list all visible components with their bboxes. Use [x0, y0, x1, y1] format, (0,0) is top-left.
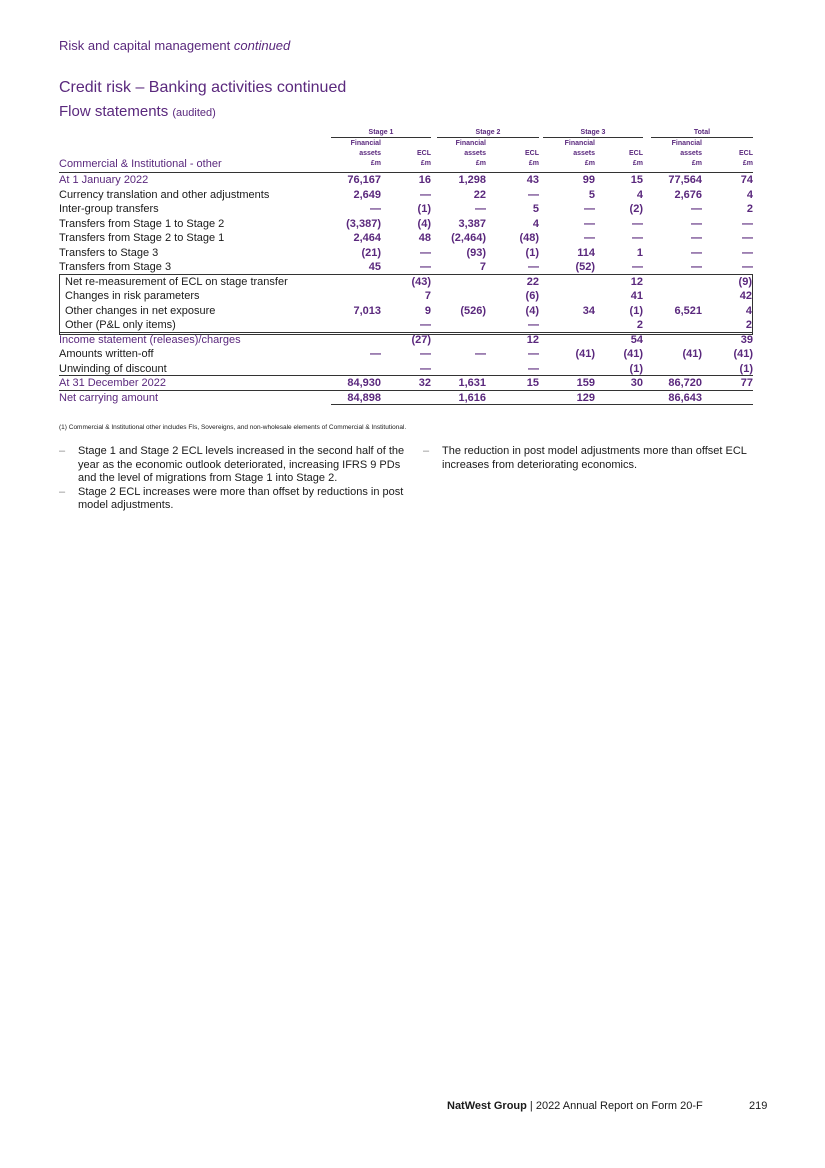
table-cell: 12 — [526, 333, 539, 346]
row-label: Other changes in net exposure — [65, 304, 216, 317]
table-cell: — — [632, 217, 643, 230]
table-cell: (93) — [466, 246, 486, 259]
row-label: Amounts written-off — [59, 348, 154, 360]
table-row — [59, 333, 753, 348]
table-cell: — — [632, 261, 643, 273]
table-cell: (41) — [682, 348, 702, 360]
section-suffix: continued — [233, 38, 291, 53]
table-cell: — — [420, 319, 431, 331]
table-cell: (43) — [411, 275, 431, 288]
table-cell: 30 — [630, 377, 643, 389]
row-label: Unwinding of discount — [59, 362, 167, 375]
bullet-text: The reduction in post model adjustments more than offset ECL increases from deteriorating economics. — [442, 445, 747, 471]
page-footer — [447, 1100, 703, 1112]
table-row — [59, 362, 753, 377]
table-cell: 84,930 — [347, 377, 381, 389]
row-label: Transfers from Stage 2 to Stage 1 — [59, 232, 225, 244]
table-cell: (4) — [417, 217, 431, 230]
row-label: Changes in risk parameters — [65, 290, 200, 302]
table-row — [59, 376, 753, 391]
table-cell: — — [691, 203, 702, 215]
rule-line — [59, 390, 753, 391]
ecl-header: £m — [632, 160, 643, 167]
table-cell: (4) — [525, 304, 539, 317]
table-cell: 48 — [418, 232, 431, 244]
bullet-dash: – — [423, 445, 430, 457]
row-label: Income statement (releases)/charges — [59, 333, 241, 346]
stage-header: Stage 3 — [543, 128, 643, 138]
ecl-header: £m — [528, 160, 539, 167]
table-cell: 32 — [418, 377, 431, 389]
row-label: Inter-group transfers — [59, 203, 159, 215]
table-cell: — — [420, 188, 431, 201]
bullet-point — [59, 486, 405, 513]
bullet-text: Stage 1 and Stage 2 ECL levels increased in the second half of the year as the economic outlook deteriorated, increasing IFRS 9 PDs and the level of migrations from Stage 1 into Stage 2. — [78, 445, 405, 485]
table-row — [59, 202, 753, 217]
table-cell: 2,676 — [674, 188, 702, 201]
table-cell: — — [528, 362, 539, 375]
financial-assets-header: assets — [359, 150, 381, 157]
table-cell: 3,387 — [458, 217, 486, 230]
table-cell: 4 — [746, 188, 753, 201]
table-cell: — — [742, 261, 753, 273]
table-cell: — — [528, 188, 539, 201]
table-cell: 39 — [740, 333, 753, 346]
page-number: 219 — [749, 1100, 768, 1112]
financial-assets-header: Financial — [455, 140, 486, 147]
table-cell: 7 — [479, 261, 486, 273]
ecl-header: £m — [420, 160, 431, 167]
table-cell: 129 — [576, 391, 595, 404]
ecl-header: £m — [742, 160, 753, 167]
table-cell: — — [528, 319, 539, 331]
table-cell: — — [742, 232, 753, 244]
table-cell: 86,643 — [668, 391, 702, 404]
table-cell: 7 — [424, 290, 431, 302]
table-row — [59, 188, 753, 203]
bullet-point — [59, 445, 405, 486]
stage-header: Total — [651, 128, 753, 138]
table-cell: 5 — [532, 203, 539, 215]
table-cell: 5 — [588, 188, 595, 201]
table-cell: (27) — [411, 333, 431, 346]
footer-text: | 2022 Annual Report on Form 20-F — [526, 1100, 703, 1112]
table-cell: — — [475, 203, 486, 215]
table-cell: (41) — [733, 348, 753, 360]
table-cell: — — [370, 348, 381, 360]
table-cell: (1) — [629, 304, 643, 317]
section-header — [59, 38, 290, 53]
table-row — [59, 260, 753, 275]
table-cell: — — [420, 246, 431, 259]
row-label: Transfers from Stage 1 to Stage 2 — [59, 217, 225, 230]
table-cell: 76,167 — [347, 174, 381, 186]
table-cell: 4 — [636, 188, 643, 201]
rule-line — [59, 375, 753, 376]
ecl-header: ECL — [629, 150, 643, 157]
table-cell: (2,464) — [451, 232, 486, 244]
table-cell: 1,616 — [458, 391, 486, 404]
table-cell: 42 — [739, 290, 752, 302]
table-cell: 12 — [630, 275, 643, 288]
commentary-right — [423, 445, 758, 472]
row-label: Net re-measurement of ECL on stage transfer — [65, 275, 288, 288]
row-label: Net carrying amount — [59, 391, 159, 404]
table-cell: 4 — [532, 217, 539, 230]
table-row — [59, 173, 753, 188]
table-row — [59, 347, 753, 362]
table-row — [59, 217, 753, 232]
table-cell: 2 — [745, 319, 752, 331]
table-cell: — — [691, 261, 702, 273]
table-cell: 6,521 — [674, 304, 702, 317]
table-cell: — — [420, 348, 431, 360]
table-cell: (6) — [525, 290, 539, 302]
table-cell: (1) — [739, 362, 753, 375]
page-subtitle — [59, 103, 216, 120]
table-cell: 22 — [526, 275, 539, 288]
table-cell: (41) — [623, 348, 643, 360]
table-cell: — — [420, 362, 431, 375]
table-cell: 4 — [745, 304, 752, 317]
table-cell: 159 — [576, 377, 595, 389]
table-cell: 74 — [740, 174, 753, 186]
table-cell: 45 — [368, 261, 381, 273]
table-cell: 43 — [526, 174, 539, 186]
financial-assets-header: £m — [691, 160, 702, 167]
table-cell: 1 — [636, 246, 643, 259]
table-cell: 77,564 — [668, 174, 702, 186]
financial-assets-header: assets — [464, 150, 486, 157]
row-label: Transfers to Stage 3 — [59, 246, 159, 259]
financial-assets-header: Financial — [671, 140, 702, 147]
table-cell: (526) — [460, 304, 486, 317]
bullet-point — [423, 445, 758, 472]
ecl-header: ECL — [417, 150, 431, 157]
table-cell: (1) — [629, 362, 643, 375]
table-cell: (21) — [361, 246, 381, 259]
table-cell: — — [691, 217, 702, 230]
table-cell: — — [632, 232, 643, 244]
table-cell: — — [691, 246, 702, 259]
table-cell: 86,720 — [668, 377, 702, 389]
section-name: Risk and capital management — [59, 38, 231, 53]
table-cell: — — [584, 203, 595, 215]
table-cell: — — [742, 217, 753, 230]
table-cell: 2,649 — [353, 188, 381, 201]
table-cell: 2 — [636, 319, 643, 331]
table-cell: 1,298 — [458, 174, 486, 186]
bullet-dash: – — [59, 485, 66, 498]
table-cell: (3,387) — [346, 217, 381, 230]
ecl-header: ECL — [525, 150, 539, 157]
financial-assets-header: Financial — [564, 140, 595, 147]
table-cell: — — [370, 203, 381, 215]
financial-assets-header: assets — [680, 150, 702, 157]
row-label: At 31 December 2022 — [59, 377, 167, 389]
subtitle-text: Flow statements — [59, 103, 169, 120]
table-cell: (41) — [575, 348, 595, 360]
table-row — [59, 246, 753, 261]
table-cell: 9 — [424, 304, 431, 317]
table-cell: 7,013 — [353, 304, 381, 317]
table-cell: — — [528, 348, 539, 360]
table-cell: 34 — [582, 304, 595, 317]
table-cell: (1) — [525, 246, 539, 259]
table-cell: 1,631 — [458, 377, 486, 389]
subtitle-note: (audited) — [172, 107, 216, 119]
table-cell: — — [584, 217, 595, 230]
table-cell: 2 — [746, 203, 753, 215]
financial-assets-header: assets — [573, 150, 595, 157]
table-cell: 15 — [526, 377, 539, 389]
financial-assets-header: Financial — [350, 140, 381, 147]
bullet-text: Stage 2 ECL increases were more than offset by reductions in post model adjustments. — [78, 485, 404, 512]
table-row — [59, 231, 753, 246]
table-cell: 54 — [630, 333, 643, 346]
table-cell: — — [420, 261, 431, 273]
table-cell: — — [584, 232, 595, 244]
page-title: Credit risk – Banking activities continued — [59, 79, 347, 96]
table-cell: — — [528, 261, 539, 273]
rule-line — [59, 172, 753, 173]
table-cell: 77 — [740, 377, 753, 389]
table-cell: (52) — [575, 261, 595, 273]
rule-line — [331, 404, 753, 405]
row-header-label: Commercial & Institutional - other — [59, 158, 222, 170]
row-label: Other (P&L only items) — [65, 319, 176, 331]
table-cell: (2) — [629, 203, 643, 215]
table-cell: 22 — [473, 188, 486, 201]
row-label: Currency translation and other adjustments — [59, 188, 270, 201]
table-cell: 84,898 — [347, 391, 381, 404]
table-cell: — — [475, 348, 486, 360]
table-cell: (9) — [738, 275, 752, 288]
row-label: Transfers from Stage 3 — [59, 261, 172, 273]
financial-assets-header: £m — [370, 160, 381, 167]
table-cell: — — [742, 246, 753, 259]
table-cell: — — [691, 232, 702, 244]
stage-header: Stage 2 — [437, 128, 539, 138]
footnote: (1) Commercial & Institutional other includes FIs, Sovereigns, and non-wholesale elements of Commercial & Institutional. — [59, 424, 407, 431]
table-cell: 99 — [582, 174, 595, 186]
commentary-left — [59, 445, 405, 513]
stage-header: Stage 1 — [331, 128, 431, 138]
financial-assets-header: £m — [584, 160, 595, 167]
financial-assets-header: £m — [475, 160, 486, 167]
table-row — [59, 391, 753, 406]
footer-brand: NatWest Group — [447, 1100, 527, 1112]
table-cell: 16 — [418, 174, 431, 186]
bullet-dash: – — [59, 445, 66, 457]
ecl-header: ECL — [739, 150, 753, 157]
remeasurement-box — [59, 274, 753, 335]
table-cell: 114 — [577, 246, 595, 259]
table-cell: (48) — [519, 232, 539, 244]
row-label: At 1 January 2022 — [59, 174, 149, 186]
table-cell: 15 — [630, 174, 643, 186]
table-cell: (1) — [417, 203, 431, 215]
table-cell: 41 — [630, 290, 643, 302]
table-cell: 2,464 — [353, 232, 381, 244]
